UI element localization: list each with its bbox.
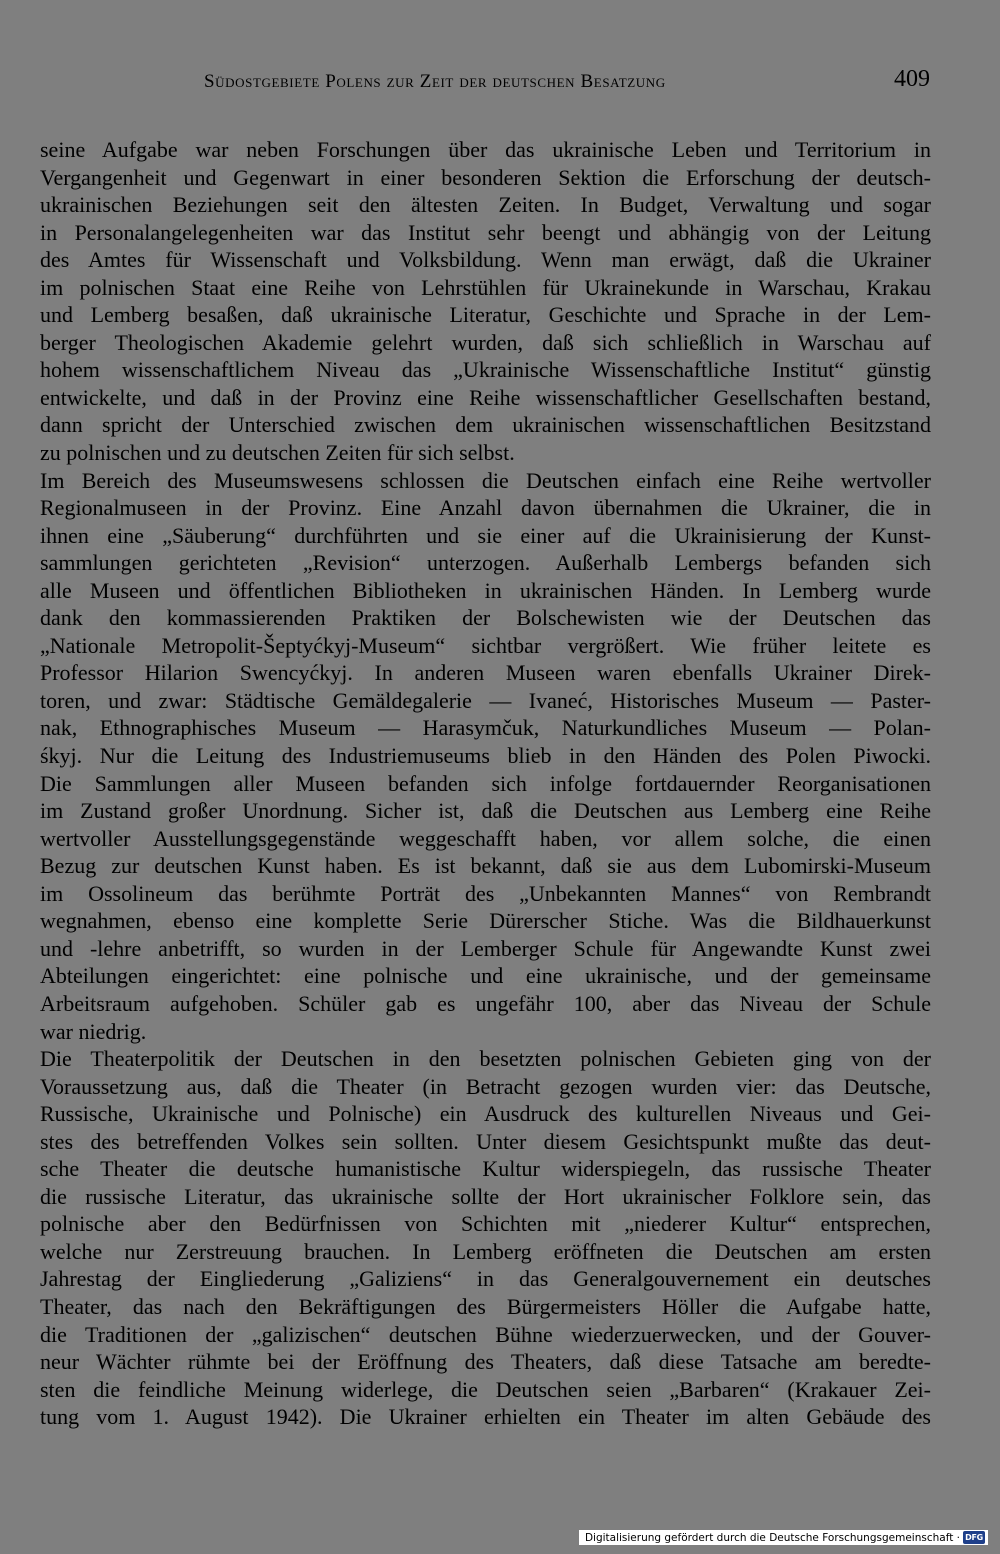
text-line: wegnahmen, ebenso eine komplette Serie Dürerscher Stiche. Was die Bildhauerkunst: [40, 908, 931, 934]
text-line: in Personalangelegenheiten war das Institut sehr beengt und abhängig von der Leitung: [40, 219, 931, 245]
text-line: toren, und zwar: Städtische Gemäldegalerie — Ivaneć, Historisches Museum — Paster-: [40, 687, 931, 713]
text-line: Im Bereich des Museumswesens schlossen die Deutschen einfach eine Reihe wertvoller: [40, 467, 931, 493]
text-line: ihnen eine „Säuberung“ durchführten und sie einer auf die Ukrainisierung der Kunst-: [40, 522, 931, 548]
text-line: seine Aufgabe war neben Forschungen über das ukrainische Leben und Territorium in: [40, 137, 931, 162]
dfg-logo-icon: DFG: [963, 1531, 985, 1544]
text-line: Die Sammlungen aller Museen befanden sich infolge fortdauernder Reorganisationen: [40, 770, 931, 796]
text-line: dann spricht der Unterschied zwischen dem ukrainischen wissenschaftlichen Besitzstand: [40, 412, 931, 438]
text-line: im Ossolineum das berühmte Porträt des „Unbekannten Mannes“ von Rembrandt: [40, 880, 931, 906]
text-line: Regionalmuseen in der Provinz. Eine Anzahl davon übernahmen die Ukrainer, die in: [40, 495, 931, 521]
text-line: Abteilungen eingerichtet: eine polnische und eine ukrainische, und der gemeinsame: [40, 963, 931, 989]
text-line: stes des betreffenden Volkes sein sollten. Unter diesem Gesichtspunkt mußte das deut-: [40, 1128, 931, 1154]
text-line: und Lemberg besaßen, daß ukrainische Literatur, Geschichte und Sprache in der Lem-: [40, 302, 931, 328]
text-line: die Traditionen der „galizischen“ deutschen Bühne wiederzuerwecken, und der Gouver-: [40, 1321, 931, 1347]
text-line: wertvoller Ausstellungsgegenstände weggeschafft haben, vor allem solche, die einen: [40, 825, 931, 851]
text-line: Die Theaterpolitik der Deutschen in den besetzten polnischen Gebieten ging von der: [40, 1046, 931, 1072]
text-line: dank den kommassierenden Praktiken der Bolschewisten wie der Deutschen das: [40, 605, 931, 631]
text-line: im polnischen Staat eine Reihe von Lehrstühlen für Ukrainekunde in Warschau, Krakau: [40, 274, 931, 300]
text-line: polnische aber den Bedürfnissen von Schichten mit „niederer Kultur“ entsprechen,: [40, 1211, 931, 1237]
text-line: entwickelte, und daß in der Provinz eine Reihe wissenschaftlicher Gesellschaften bestand,: [40, 384, 931, 410]
credit-text: Digitalisierung gefördert durch die Deutsche Forschungsgemeinschaft ·: [584, 1531, 960, 1544]
text-line: śkyj. Nur die Leitung des Industriemuseums blieb in den Händen des Polen Piwocki.: [40, 743, 931, 769]
text-line: Vergangenheit und Gegenwart in einer besonderen Sektion die Erforschung der deutsch-: [40, 164, 931, 190]
text-line: sammlungen gerichteten „Revision“ unterzogen. Außerhalb Lembergs befanden sich: [40, 550, 931, 576]
text-line: Arbeitsraum aufgehoben. Schüler gab es ungefähr 100, aber das Niveau der Schule: [40, 990, 931, 1016]
text-line: Jahrestag der Eingliederung „Galiziens“ in das Generalgouvernement ein deutsches: [40, 1266, 931, 1292]
running-header: [40, 66, 930, 100]
text-line: des Amtes für Wissenschaft und Volksbildung. Wenn man erwägt, daß die Ukrainer: [40, 247, 931, 273]
text-line: alle Museen und öffentlichen Bibliotheken in ukrainischen Händen. In Lemberg wurde: [40, 577, 931, 603]
page-number: 409: [894, 66, 930, 92]
text-line: war niedrig.: [40, 1018, 147, 1044]
text-line: und -lehre anbetrifft, so wurden in der Lemberger Schule für Angewandte Kunst zwei: [40, 935, 931, 961]
text-line: Theater, das nach den Bekräftigungen des Bürgermeisters Höller die Aufgabe hatte,: [40, 1293, 931, 1319]
text-line: Professor Hilarion Swencyćkyj. In anderen Museen waren ebenfalls Ukrainer Direk-: [40, 660, 931, 686]
text-line: sten die feindliche Meinung widerlege, die Deutschen seien „Barbaren“ (Krakauer Zei-: [40, 1376, 931, 1402]
text-line: ukrainischen Beziehungen seit den ältesten Zeiten. In Budget, Verwaltung und sogar: [40, 192, 931, 218]
text-line: tung vom 1. August 1942). Die Ukrainer erhielten ein Theater im alten Gebäude des: [40, 1404, 931, 1430]
text-line: die russische Literatur, das ukrainische sollte der Hort ukrainischer Folklore sein, das: [40, 1183, 931, 1209]
text-line: sche Theater die deutsche humanistische Kultur widerspiegeln, das russische Theater: [40, 1156, 931, 1182]
text-line: berger Theologischen Akademie gelehrt wurden, daß sich schließlich in Warschau auf: [40, 329, 931, 355]
body-text: [40, 136, 931, 1431]
text-line: „Nationale Metropolit-Šeptyćkyj-Museum“ sichtbar vergrößert. Wie früher leitete es: [40, 632, 931, 658]
text-line: Bezug zur deutschen Kunst haben. Es ist bekannt, daß sie aus dem Lubomirski-Museum: [40, 853, 931, 879]
running-title: Südostgebiete Polens zur Zeit der deutschen Besatzung: [204, 71, 666, 92]
text-line: nak, Ethnographisches Museum — Harasymčuk, Naturkundliches Museum — Polan-: [40, 715, 931, 741]
digitization-credit: [579, 1530, 988, 1545]
text-line: welche nur Zerstreuung brauchen. In Lemberg eröffneten die Deutschen am ersten: [40, 1238, 931, 1264]
text-line: Russische, Ukrainische und Polnische) ein Ausdruck des kulturellen Niveaus und Gei-: [40, 1101, 931, 1127]
text-line: Voraussetzung aus, daß die Theater (in Betracht gezogen wurden vier: das Deutsche,: [40, 1073, 931, 1099]
text-line: im Zustand großer Unordnung. Sicher ist, daß die Deutschen aus Lemberg eine Reihe: [40, 798, 931, 824]
text-line: zu polnischen und zu deutschen Zeiten für sich selbst.: [40, 440, 515, 466]
text-line: hohem wissenschaftlichem Niveau das „Ukrainische Wissenschaftliche Institut“ günstig: [40, 357, 931, 383]
text-line: neur Wächter rühmte bei der Eröffnung des Theaters, daß diese Tatsache am beredte-: [40, 1349, 931, 1375]
